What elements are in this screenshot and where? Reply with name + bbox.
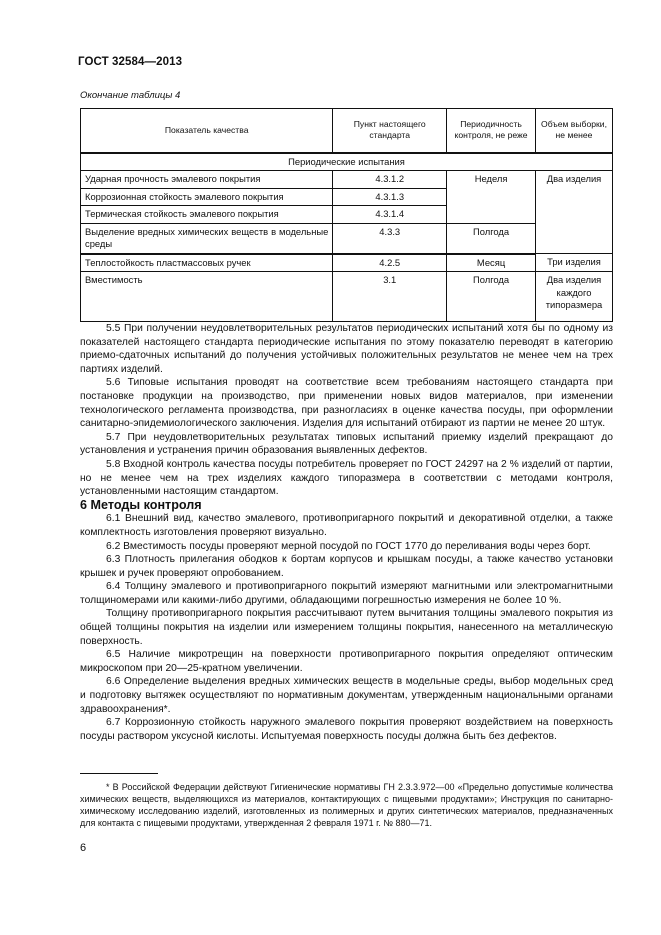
paragraph-6-4-cont: Толщину противопригарного покрытия рассчитывают путем вычитания толщины эмалевого покрытия из общей толщины покрытия на изделии или измерением толщины покрытия, нанесенного на металлическую поверхность.: [80, 608, 613, 647]
table-row: [81, 254, 613, 272]
periodicity-cell: Полгода: [447, 272, 536, 322]
clause-cell: 4.3.1.3: [333, 188, 447, 206]
header-clause: Пункт настоящего стандарта: [333, 109, 447, 153]
body-text: [80, 322, 613, 743]
paragraph-6-6: 6.6 Определение выделения вредных химических веществ в модельные среды, выбор модельных сред и подготовку вытяжек осуществляют по нормативным документам, утвержденным национальными органами здравоохранения*.: [80, 676, 613, 715]
paragraph-6-5: 6.5 Наличие микротрещин на поверхности противопригарного покрытия определяют оптическим микроскопом при 20—25-кратном увеличении.: [80, 649, 613, 674]
indicator-cell: Термическая стойкость эмалевого покрытия: [81, 206, 333, 224]
clause-cell: 4.3.3: [333, 223, 447, 254]
periodicity-cell: Полгода: [447, 223, 536, 254]
clause-cell: 4.3.1.2: [333, 171, 447, 189]
page-number: 6: [80, 842, 87, 854]
table-caption: Окончание таблицы 4: [80, 90, 181, 101]
header-sample: Объем выборки, не менее: [536, 109, 613, 153]
sample-cell: Два изделия: [536, 171, 613, 254]
indicator-cell: Коррозионная стойкость эмалевого покрытия: [81, 188, 333, 206]
table-row: [81, 223, 613, 254]
indicator-cell: Выделение вредных химических веществ в модельные среды: [81, 223, 333, 254]
document-header: ГОСТ 32584—2013: [78, 56, 183, 68]
paragraph-5-8: 5.8 Входной контроль качества посуды потребитель проверяет по ГОСТ 24297 на 2 % изделий от партии, но не менее чем на трех изделиях каждого типоразмера в соответствии с методами контроля, установленными настоящим стандартом.: [80, 458, 613, 498]
quality-control-table: [80, 108, 613, 322]
section-title: 6 Методы контроля: [80, 497, 202, 512]
paragraph-6-4: 6.4 Толщину эмалевого и противопригарного покрытий измеряют магнитными или электромагнитными толщиномерами или какими-либо другими, обладающими погрешностью измерения не более 10 %.: [80, 581, 613, 606]
table-row: [81, 272, 613, 322]
paragraph-6-2: 6.2 Вместимость посуды проверяют мерной посудой по ГОСТ 1770 до переливания воды через борт.: [106, 540, 591, 552]
header-indicator: Показатель качества: [81, 109, 333, 153]
table-subheader: Периодические испытания: [81, 153, 613, 171]
indicator-cell: Теплостойкость пластмассовых ручек: [81, 254, 333, 272]
paragraph-6-3: 6.3 Плотность прилегания ободков к бортам корпусов и крышкам посуды, а также качество установки крышек и ручек проверяют опробованием.: [80, 554, 613, 579]
indicator-cell: Вместимость: [81, 272, 333, 322]
paragraph-5-6: 5.6 Типовые испытания проводят на соответствие всем требованиям настоящего стандарта при постановке продукции на производство, при применении новых видов материалов, при изменении технологического регламента производства, при разногласиях в оценке качества посуды, при оформлении санитарно-эпидемиологического заключения. Изделия для испытаний отбирают из партии не менее 20 штук.: [80, 377, 613, 430]
clause-cell: 4.3.1.4: [333, 206, 447, 224]
paragraph-5-5: 5.5 При получении неудовлетворительных результатов периодических испытаний хотя бы по одному из показателей настоящего стандарта периодические испытания по этому показателю переводят в категорию приемо-сдаточных испытаний до получения устойчивых положительных результатов не менее чем на трех партиях изделий.: [80, 323, 613, 375]
periodicity-cell: Неделя: [447, 171, 536, 224]
clause-cell: 4.2.5: [333, 254, 447, 272]
header-periodicity: Периодичность контроля, не реже: [447, 109, 536, 153]
footnote: [80, 781, 613, 829]
table-row: [81, 171, 613, 189]
paragraph-6-7: 6.7 Коррозионную стойкость наружного эмалевого покрытия проверяют воздействием на поверхность посуды раствором уксусной кислоты. Испытуемая поверхность посуды должна быть без дефектов.: [80, 717, 613, 742]
indicator-cell: Ударная прочность эмалевого покрытия: [81, 171, 333, 189]
periodicity-cell: Месяц: [447, 254, 536, 272]
sample-cell: Три изделия: [536, 254, 613, 272]
footnote-divider: [80, 773, 158, 774]
sample-cell: Два изделия каждого типоразмера: [536, 272, 613, 322]
paragraph-5-7: 5.7 При неудовлетворительных результатах типовых испытаний приемку изделий прекращают до установления и устранения причин образования выявленных дефектов.: [80, 431, 613, 457]
clause-cell: 3.1: [333, 272, 447, 322]
paragraph-6-1: 6.1 Внешний вид, качество эмалевого, противопригарного покрытий и декоративной отделки, а также комплектность изготовления проверяют визуально.: [80, 513, 613, 538]
footnote-text: * В Российской Федерации действуют Гигиенические нормативы ГН 2.3.3.972—00 «Предельно допустимые количества химических веществ, выделяющихся из материалов, контактирующих с пищевыми продуктами»; Инструкция по санитарно-химическому исследованию изделий, изготовленных из полимерных и других синтетических материалов, предназначенных для контакта с пищевыми продуктами, утвержденная 2 февраля 1971 г. № 880—71.: [80, 782, 613, 828]
